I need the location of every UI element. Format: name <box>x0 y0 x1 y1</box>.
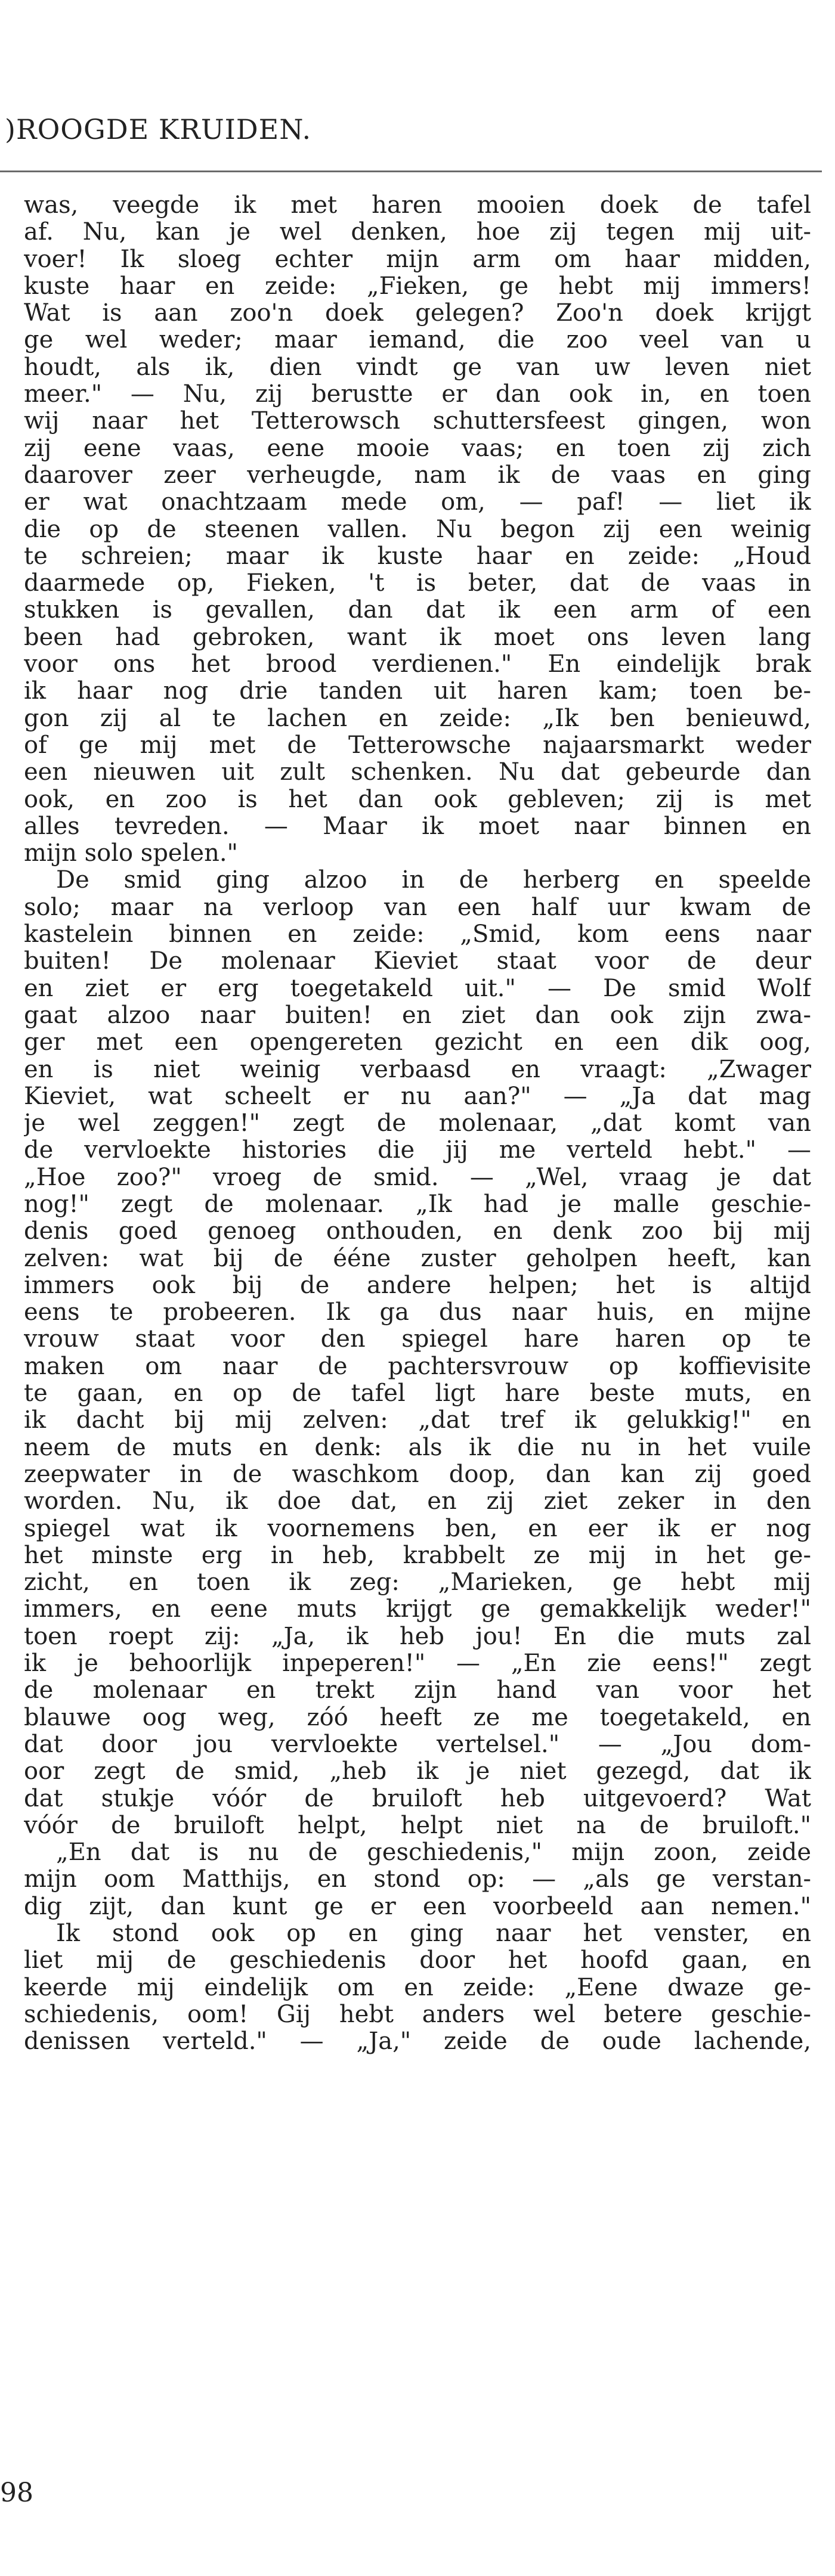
text-line: zij eene vaas, eene mooie vaas; en toen zij zich <box>24 435 811 462</box>
text-line: was, veegde ik met haren mooien doek de tafel <box>24 192 811 219</box>
text-line: of ge mij met de Tetterowsche najaarsmarkt weder <box>24 731 811 759</box>
page-number: 98 <box>0 2478 33 2508</box>
text-line: „Hoe zoo?" vroeg de smid. — „Wel, vraag je dat <box>24 1164 811 1191</box>
text-line: mijn oom Matthijs, en stond op: — „als ge verstan- <box>24 1866 811 1893</box>
text-line: je wel zeggen!" zegt de molenaar, „dat komt van <box>24 1110 811 1137</box>
text-line: te schreien; maar ik kuste haar en zeide: „Houd <box>24 543 811 570</box>
text-line: denis goed genoeg onthouden, en denk zoo bij mij <box>24 1218 811 1245</box>
text-line: vrouw staat voor den spiegel hare haren op te <box>24 1326 811 1353</box>
text-line: ge wel weder; maar iemand, die zoo veel van u <box>24 327 811 354</box>
text-line: dig zijt, dan kunt ge er een voorbeeld aan nemen." <box>24 1893 811 1920</box>
text-line: dat stukje vóór de bruiloft heb uitgevoerd? Wat <box>24 1785 811 1812</box>
text-line: zicht, en toen ik zeg: „Marieken, ge hebt mij <box>24 1569 811 1597</box>
text-line: zelven: wat bij de ééne zuster geholpen heeft, kan <box>24 1245 811 1272</box>
header-rule <box>0 171 822 172</box>
text-line: ik je behoorlijk inpeperen!" — „En zie eens!" zegt <box>24 1650 811 1678</box>
text-line: nog!" zegt de molenaar. „Ik had je malle geschie- <box>24 1191 811 1218</box>
text-line: Kieviet, wat scheelt er nu aan?" — „Ja dat mag <box>24 1083 811 1110</box>
running-head: )ROOGDE KRUIDEN. <box>5 113 312 145</box>
text-line: ook, en zoo is het dan ook gebleven; zij is met <box>24 786 811 813</box>
text-line: te gaan, en op de tafel ligt hare beste muts, en <box>24 1380 811 1408</box>
text-line: de molenaar en trekt zijn hand van voor het <box>24 1677 811 1704</box>
text-line: „En dat is nu de geschiedenis," mijn zoon, zeide <box>56 1839 811 1867</box>
text-line: gaat alzoo naar buiten! en ziet dan ook zijn zwa- <box>24 1002 811 1029</box>
text-line: voor ons het brood verdienen." En eindelijk brak <box>24 651 811 678</box>
text-line: blauwe oog weg, zóó heeft ze me toegetakeld, en <box>24 1704 811 1731</box>
text-line: stukken is gevallen, dan dat ik een arm of een <box>24 597 811 624</box>
text-line: neem de muts en denk: als ik die nu in het vuile <box>24 1434 811 1461</box>
text-line: been had gebroken, want ik moet ons leven lang <box>24 624 811 651</box>
text-line: zeepwater in de waschkom doop, dan kan zij goed <box>24 1461 811 1488</box>
text-line: en ziet er erg toegetakeld uit." — De smid Wolf <box>24 975 811 1002</box>
text-line: De smid ging alzoo in de herberg en speelde <box>56 867 811 894</box>
text-line: ik haar nog drie tanden uit haren kam; toen be- <box>24 678 811 705</box>
text-line: Ik stond ook op en ging naar het venster, en <box>56 1920 811 1947</box>
text-line: en is niet weinig verbaasd en vraagt: „Zwager <box>24 1056 811 1083</box>
text-line: mijn solo spelen." <box>24 840 238 867</box>
text-line: worden. Nu, ik doe dat, en zij ziet zeker in den <box>24 1488 811 1515</box>
body-text <box>24 192 811 2055</box>
text-line: daarmede op, Fieken, 't is beter, dat de vaas in <box>24 570 811 597</box>
text-line: daarover zeer verheugde, nam ik de vaas en ging <box>24 461 811 489</box>
text-line: vóór de bruiloft helpt, helpt niet na de bruiloft." <box>24 1812 811 1839</box>
text-line: buiten! De molenaar Kieviet staat voor de deur <box>24 948 811 975</box>
text-line: ik dacht bij mij zelven: „dat tref ik gelukkig!" en <box>24 1407 811 1434</box>
text-line: houdt, als ik, dien vindt ge van uw leven niet <box>24 354 811 381</box>
text-line: alles tevreden. — Maar ik moet naar binnen en <box>24 813 811 840</box>
text-line: kastelein binnen en zeide: „Smid, kom eens naar <box>24 921 811 948</box>
text-line: denissen verteld." — „Ja," zeide de oude lachende, <box>24 2028 811 2056</box>
text-line: immers, en eene muts krijgt ge gemakkelijk weder!" <box>24 1596 811 1623</box>
text-line: toen roept zij: „Ja, ik heb jou! En die muts zal <box>24 1623 811 1650</box>
text-line: keerde mij eindelijk om en zeide: „Eene dwaze ge- <box>24 1974 811 2001</box>
text-line: er wat onachtzaam mede om, — paf! — liet ik <box>24 489 811 516</box>
text-line: af. Nu, kan je wel denken, hoe zij tegen mij uit- <box>24 219 811 246</box>
text-line: gon zij al te lachen en zeide: „Ik ben benieuwd, <box>24 705 811 732</box>
text-line: oor zegt de smid, „heb ik je niet gezegd, dat ik <box>24 1758 811 1785</box>
text-line: ger met een opengereten gezicht en een dik oog, <box>24 1029 811 1056</box>
text-line: liet mij de geschiedenis door het hoofd gaan, en <box>24 1947 811 1974</box>
text-line: solo; maar na verloop van een half uur kwam de <box>24 894 811 921</box>
text-line: meer." — Nu, zij berustte er dan ook in, en toen <box>24 381 811 408</box>
text-line: immers ook bij de andere helpen; het is altijd <box>24 1272 811 1299</box>
text-line: eens te probeeren. Ik ga dus naar huis, en mijne <box>24 1299 811 1326</box>
text-line: voer! Ik sloeg echter mijn arm om haar midden, <box>24 246 811 273</box>
text-line: Wat is aan zoo'n doek gelegen? Zoo'n doek krijgt <box>24 300 811 327</box>
text-line: de vervloekte histories die jij me verteld hebt." — <box>24 1137 811 1164</box>
text-line: een nieuwen uit zult schenken. Nu dat gebeurde dan <box>24 759 811 786</box>
text-line: wij naar het Tetterowsch schuttersfeest gingen, won <box>24 408 811 435</box>
text-line: dat door jou vervloekte vertelsel." — „Jou dom- <box>24 1731 811 1758</box>
text-line: kuste haar en zeide: „Fieken, ge hebt mij immers! <box>24 272 811 300</box>
text-line: die op de steenen vallen. Nu begon zij een weinig <box>24 516 811 543</box>
text-line: spiegel wat ik voornemens ben, en eer ik er nog <box>24 1515 811 1542</box>
text-line: schiedenis, oom! Gij hebt anders wel betere geschie- <box>24 2001 811 2028</box>
text-line: maken om naar de pachtersvrouw op koffievisite <box>24 1353 811 1380</box>
text-line: het minste erg in heb, krabbelt ze mij in het ge- <box>24 1542 811 1569</box>
